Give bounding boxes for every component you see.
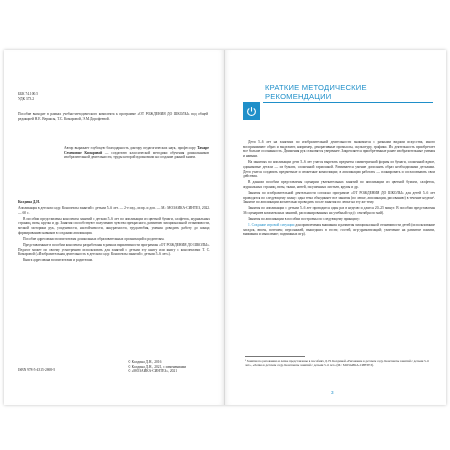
body-paragraph: Занятия по изобразительной деятельности согласно программе «ОТ РОЖДЕНИЯ ДО ШКОЛЫ» для детей 5–6 лет проводятся по следующему плану: одна тема объединяет все занятия (по лепке, аппликации, рисованию) в течение недели¹. Занятие по аппликации желательно проводить после занятия по лепке на эту же тему. xyxy=(243,190,435,205)
bibliographic-description xyxy=(18,200,210,264)
description-paragraph: В пособии представлены конспекты занятий с детьми 5–6 лет по аппликации из цветной бумаги, салфеток, журнальных страниц, ваты, крупы и др. Занятия способствуют получению чувства прекрасного, развитию эмоциональной отзывчивости, мелкой моторики рук, усидчивости, настойчивости, аккуратности, трудолюбия, умения доводить работу до конца; формированию навыков в создании аппликации. xyxy=(18,216,210,235)
copyright-line: © Колдина Д.Н., 2016 xyxy=(128,360,162,364)
isbn: ISBN 978-5-4315-2869-5 xyxy=(18,368,56,372)
description-paragraph: Книга адресована воспитателям и родителям. xyxy=(23,258,93,263)
right-page-recommendations xyxy=(225,50,446,405)
body-paragraph: Занятия по аппликации в пособии построены по следующему принципу: xyxy=(248,217,360,222)
body-paragraph: В данном пособии представлены сценарии увлекательных занятий по аппликации из цветной бумаги, салфеток, журнальных страниц, ваты, ткани, нитей, засушенных листьев, крупы и др. xyxy=(243,180,435,189)
footnote-rule xyxy=(245,356,305,357)
title-line: Аппликация в детском саду. Конспекты занятий с детьми 5–6 лет. — 2-е изд., испр. и доп. — М.: МОЗАИКА-СИНТЕЗ, 2022. — 60 с. xyxy=(18,206,210,215)
step-title: 1. Создание игровой ситуации xyxy=(248,223,295,228)
acknowledgement: Автор выражает глубокую благодарность доктору педагогических наук, профессору Тамаре Семеновне Комаровой — создателю классической методики обучения дошкольников изобразительной деятельности, труды которой вдохновили на создание данной книги. xyxy=(64,146,209,160)
recommendations-body xyxy=(243,140,435,238)
acknowledged-person: Тамаре Семеновне Комаровой xyxy=(64,146,209,155)
copyright-line: © «МОЗАИКА-СИНТЕЗ», 2021 xyxy=(128,369,178,374)
author-line: Колдина Д.Н. xyxy=(18,200,40,204)
description-paragraph: Пособие адресовано воспитателям дошкольных образовательных организаций и родителям. xyxy=(23,236,165,241)
body-paragraph: На занятиях по аппликации дети 5–6 лет учатся вырезать предметы симметричной формы из бумаги, сложенной вдвое, одинаковые детали — из бумаги, сложенной гармошкой. Развивается умение дополнять образ необходимыми деталями. Дети учатся создавать предметные и сюжетные композиции; в аппликации работать — планировать и согласовывать свои действия. xyxy=(243,160,435,179)
page-number: 3 xyxy=(331,390,334,395)
copyright-line: © Колдина Д.Н., 2021, с изменениями xyxy=(128,364,187,369)
udk-code: УДК 373.2 xyxy=(18,96,35,101)
bbk-code: ББК 74.100.5 xyxy=(18,92,39,96)
numbered-step: 1. Создание игровой ситуации для привлечения внимания и развития эмоциональной отзывчивости детей (использование загадок, ввсен, потешек; персонажей, вышедших в гости; гостей, игр-драматизаций; увлечение на развитие памяти, внимания и мышление; подвижных игр). xyxy=(243,223,436,237)
book-spread xyxy=(4,50,446,405)
left-page-imprint xyxy=(4,50,225,405)
footnote: ¹ Занятия по рисованию и лепке представлены в пособиях Д. Н. Колдиной «Рисование в детском саду. Конспекты занятий с детьми 5–6 лет», «Лепка в детском саду. Конспекты занятий с детьми 5–6 лет» (М.: МОЗАИКА-СИНТЕЗ). xyxy=(245,359,429,368)
copyright-block xyxy=(128,360,218,374)
classification-codes xyxy=(18,92,108,101)
heading-rule xyxy=(263,102,433,103)
section-icon-badge xyxy=(243,102,260,120)
body-paragraph: Занятия по аппликации с детьми 5–6 лет проводятся один раз в неделю и длятся 20–25 минут. В пособии представлены 36 сценариев комплексных занятий, распланированных на учебный год (с сентября по май). xyxy=(243,206,435,216)
series-note: Пособие выходит в рамках учебно-методического комплекта к программе «ОТ РОЖДЕНИЯ ДО ШКОЛЫ» под общей редакцией Н.Е. Вераксы, Т.С. Комаровой, Э.М.Дорофеевой. xyxy=(18,112,208,121)
description-paragraph: Представленные в пособии конспекты разработаны в рамках вариативности программы «ОТ РОЖДЕНИЯ ДО ШКОЛЫ». Педагог может по своему усмотрению использовать для занятий с детьми эту книгу или книгу с конспектами Т. С. Комаровой («Изобразительная деятельность в детском саду. Конспекты занятий с детьми 5–6 лет»). xyxy=(18,242,210,257)
body-paragraph: Дети 5–6 лет на занятиях по изобразительной деятельности знакомятся с разными видами искусства, много воспринимают образ и выделяют, например, декоративные промыслы, скульптуру, графики. Их деятельность приобретает все больше осознанность. Движения рук становятся увереннее. Закрепляется приобретенные ранее изобразительные умения и навыки. xyxy=(243,140,435,159)
power-icon xyxy=(246,106,257,117)
section-heading: КРАТКИЕ МЕТОДИЧЕСКИЕ РЕКОМЕНДАЦИИ xyxy=(265,83,367,101)
